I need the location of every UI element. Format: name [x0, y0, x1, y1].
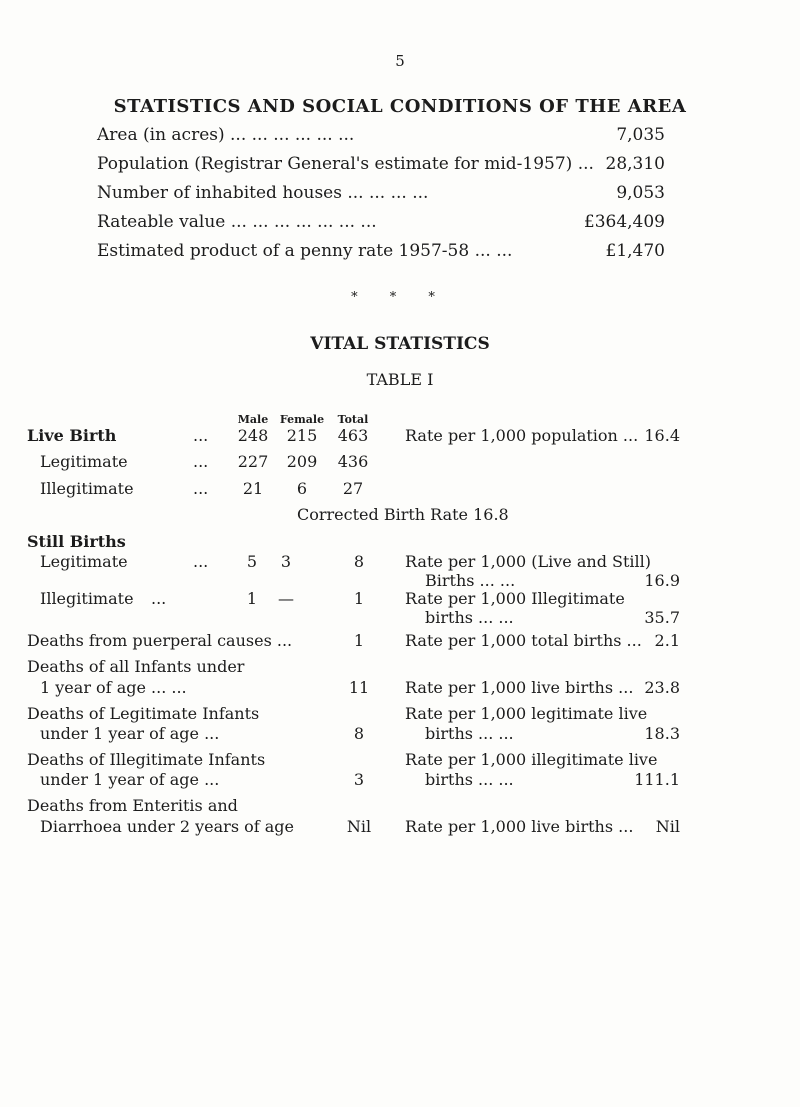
legitimate-female: 209: [286, 452, 318, 471]
live-rate-label: Rate per 1,000 population ...: [405, 426, 639, 445]
illegit-infants-rate-line1: Rate per 1,000 illegitimate live: [405, 750, 658, 769]
puerperal-total: 1: [353, 631, 365, 650]
stat-value: 7,035: [616, 125, 665, 145]
live-birth-label: Live Birth: [27, 426, 117, 445]
live-female: 215: [286, 426, 318, 445]
dots: ...: [151, 589, 167, 608]
stat-row-population: [97, 154, 665, 176]
stat-value: 9,053: [616, 183, 665, 203]
legit-infants-rate-line2: births ... ...: [425, 724, 514, 743]
stat-label: Population (Registrar General's estimate for mid-1957) ...: [97, 154, 594, 174]
still-illegitimate-rate-line2: births ... ...: [425, 608, 514, 627]
dots: ...: [193, 452, 209, 471]
page-title: STATISTICS AND SOCIAL CONDITIONS OF THE AREA: [113, 96, 687, 117]
dots: ...: [193, 426, 209, 445]
stat-label: Number of inhabited houses ... ... ... ...: [97, 183, 429, 203]
legit-infants-rate-line1: Rate per 1,000 legitimate live: [405, 704, 648, 723]
separator-stars: * * *: [351, 290, 449, 305]
illegit-infants-rate-line2: births ... ...: [425, 770, 514, 789]
legitimate-male: 227: [237, 452, 269, 471]
header-male: Male: [237, 413, 269, 426]
stat-row-penny-rate: [97, 241, 665, 263]
header-total: Total: [337, 413, 369, 426]
live-rate-value: 16.4: [644, 426, 680, 445]
stat-label: Area (in acres) ... ... ... ... ... ...: [97, 125, 355, 145]
infants-line2: 1 year of age ... ...: [40, 678, 187, 697]
still-legitimate-rate-value: 16.9: [644, 571, 680, 590]
still-illegitimate-male: 1: [246, 589, 258, 608]
legit-infants-line2: under 1 year of age ...: [40, 724, 220, 743]
stat-label: Estimated product of a penny rate 1957-58 ... ...: [97, 241, 513, 261]
still-legitimate-female: 3: [280, 552, 292, 571]
puerperal-rate-value: 2.1: [654, 631, 680, 650]
stat-row-area: [97, 125, 665, 147]
live-male: 248: [237, 426, 269, 445]
puerperal-rate-label: Rate per 1,000 total births ...: [405, 631, 642, 650]
enteritis-rate-value: Nil: [655, 817, 680, 836]
enteritis-line1: Deaths from Enteritis and: [27, 796, 238, 815]
illegit-infants-rate-value: 111.1: [634, 770, 680, 789]
corrected-birth-rate: Corrected Birth Rate 16.8: [297, 505, 509, 524]
illegit-infants-total: 3: [353, 770, 365, 789]
page-number: 5: [395, 52, 405, 70]
stat-row-houses: [97, 183, 665, 205]
still-legitimate-rate-line2: Births ... ...: [425, 571, 516, 590]
legitimate-label: Legitimate: [40, 452, 128, 471]
stat-label: Rateable value ... ... ... ... ... ... ...: [97, 212, 377, 232]
still-births-heading: Still Births: [27, 532, 126, 551]
stat-value: £1,470: [605, 241, 665, 261]
dots: ...: [193, 479, 209, 498]
stat-value: 28,310: [605, 154, 665, 174]
still-illegitimate-rate-line1: Rate per 1,000 Illegitimate: [405, 589, 625, 608]
illegit-infants-line1: Deaths of Illegitimate Infants: [27, 750, 266, 769]
still-illegitimate-female: —: [278, 589, 294, 608]
stat-row-rateable-value: [97, 212, 665, 234]
dots: ...: [193, 552, 209, 571]
illegitimate-female: 6: [296, 479, 308, 498]
still-legitimate-male: 5: [246, 552, 258, 571]
illegitimate-male: 21: [242, 479, 264, 498]
table-title: TABLE I: [366, 370, 434, 389]
legit-infants-rate-value: 18.3: [644, 724, 680, 743]
illegitimate-label: Illegitimate: [40, 479, 134, 498]
infants-line1: Deaths of all Infants under: [27, 657, 245, 676]
legit-infants-total: 8: [353, 724, 365, 743]
still-legitimate-total: 8: [353, 552, 365, 571]
enteritis-line2: Diarrhoea under 2 years of age: [40, 817, 295, 836]
stat-value: £364,409: [583, 212, 665, 232]
still-illegitimate-label: Illegitimate: [40, 589, 134, 608]
puerperal-label: Deaths from puerperal causes ...: [27, 631, 293, 650]
enteritis-rate-label: Rate per 1,000 live births ...: [405, 817, 634, 836]
infants-total: 11: [348, 678, 370, 697]
header-female: Female: [279, 413, 325, 426]
still-illegitimate-rate-value: 35.7: [644, 608, 680, 627]
infants-rate-value: 23.8: [644, 678, 680, 697]
legitimate-total: 436: [337, 452, 369, 471]
still-legitimate-label: Legitimate: [40, 552, 128, 571]
legit-infants-line1: Deaths of Legitimate Infants: [27, 704, 260, 723]
live-total: 463: [337, 426, 369, 445]
illegitimate-total: 27: [342, 479, 364, 498]
still-illegitimate-total: 1: [353, 589, 365, 608]
still-legitimate-rate-line1: Rate per 1,000 (Live and Still): [405, 552, 652, 571]
illegit-infants-line2: under 1 year of age ...: [40, 770, 220, 789]
enteritis-total: Nil: [346, 817, 372, 836]
infants-rate-label: Rate per 1,000 live births ...: [405, 678, 634, 697]
section-title: VITAL STATISTICS: [310, 334, 490, 354]
